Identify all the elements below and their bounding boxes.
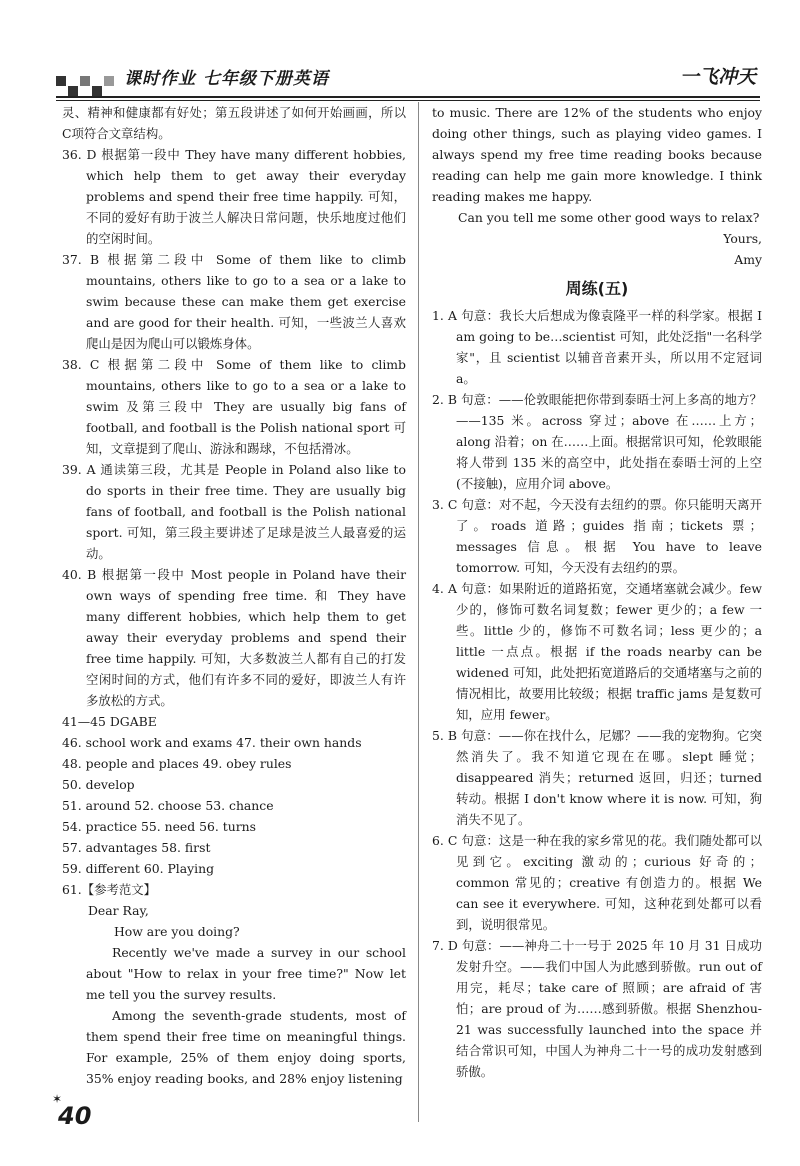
letter-paragraph-2-cont: to music. There are 12% of the students who enjoy doing other things, such as playing video games. I always spend my free time reading books because reading can help me gain more knowledge. I think reading makes me happy. [432, 105, 762, 204]
book-title: 课时作业 七年级下册英语 [124, 69, 329, 89]
page-header [0, 0, 800, 100]
page-number [52, 1092, 92, 1130]
answer-6: 6. C 句意：这是一种在我的家乡常见的花。我们随处都可以见到它。exciting 激动的；curious 好奇的；common 常见的；creative 有创造力的。根据 We can see it everywhere. 可知，这种花到处都可以看到，说明很常见。 [432, 833, 762, 932]
answer-36: 36. D 根据第一段中 They have many different hobbies, which help them to get away their everyday problems and spend their free time happily. 可知，不同的爱好有助于波兰人解决日常问题，快乐地度过他们的空闲时间。 [62, 147, 406, 246]
answer-40: 40. B 根据第一段中 Most people in Poland have their own ways of spending free time. 和 They have many different hobbies, which help them to get away their everyday problems and spend their free time happily. 可知，大多数波兰人都有自己的打发空闲时间的方式，他们有许多不同的爱好，即波兰人有许多放松的方式。 [62, 567, 406, 708]
short-answer: 50. develop [62, 777, 135, 792]
letter-signature: Amy [734, 252, 762, 267]
left-column [62, 102, 406, 1089]
answer-3: 3. C 句意：对不起，今天没有去纽约的票。你只能明天离开了。roads 道路；guides 指南；tickets 票；messages 信息。根据 You have to leave tomorrow. 可知，今天没有去纽约的票。 [432, 497, 762, 575]
answer-4: 4. A 句意：如果附近的道路拓宽，交通堵塞就会减少。few 少的，修饰可数名词复数；fewer 更少的；a few 一些。little 少的，修饰不可数名词；less 更少的；a little 一点点。根据 if the roads nearby can be widened 可知，此处把拓宽道路后的交通堵塞与之前的情况相比，故要用比较级；根据 traffic jams 是复数可知，应用 fewer。 [432, 581, 762, 722]
short-answer: 54. practice 55. need 56. turns [62, 819, 257, 834]
letter-paragraph-1: Recently we've made a survey in our school about "How to relax in your free time?" Now let me tell you the survey results. [86, 945, 406, 1002]
short-answer: 57. advantages 58. first [62, 840, 211, 855]
answer-7: 7. D 句意：——神舟二十一号于 2025 年 10 月 31 日成功发射升空。——我们中国人为此感到骄傲。run out of 用完，耗尽；take care of 照顾；are afraid of 害怕；are proud of 为……感到骄傲。根据 Shenzhou-21 was successfully launched into the space 并结合常识可知，中国人为神舟二十一号的成功发射感到骄傲。 [432, 938, 762, 1079]
header-rule [56, 96, 760, 98]
short-answer: 59. different 60. Playing [62, 861, 215, 876]
page-number-text: 40 [58, 1102, 92, 1130]
decor-star-icon: ✶ [52, 1092, 63, 1106]
header-rule-thin [56, 100, 760, 101]
answer-37: 37. B 根据第二段中 Some of them like to climb mountains, others like to go to a sea or a lake to swim because these can make them get exercise and are good for their health. 可知，一些波兰人喜欢爬山是因为爬山可以锻炼身体。 [62, 252, 406, 351]
answer-5: 5. B 句意：——你在找什么，尼娜？——我的宠物狗。它突然消失了。我不知道它现在在哪。slept 睡觉；disappeared 消失；returned 返回，归还；turned 转动。根据 I don't know where it is now. 可知，狗消失不见了。 [432, 728, 762, 827]
letter-paragraph-3: Can you tell me some other good ways to relax? [458, 210, 760, 225]
answer-2: 2. B 句意：——伦敦眼能把你带到泰晤士河上多高的地方？——135 米。across 穿过；above 在……上方；along 沿着；on 在……上面。根据常识可知，伦敦眼能将人带到 135 米的高空中，此处指在泰晤士河的上空(不接触)，应用介词 above。 [432, 392, 762, 491]
answer-intro: 灵、精神和健康都有好处；第五段讲述了如何开始画画，所以C项符合文章结构。 [62, 105, 406, 141]
short-answer: 41—45 DGABE [62, 714, 157, 729]
right-column [432, 102, 762, 1082]
short-answer: 48. people and places 49. obey rules [62, 756, 292, 771]
letter-opening: How are you doing? [114, 924, 240, 939]
short-answer: 46. school work and exams 47. their own hands [62, 735, 362, 750]
section-title: 周练(五) [565, 279, 629, 298]
letter-paragraph-2: Among the seventh-grade students, most of them spend their free time on meaningful things. For example, 25% of them enjoy doing sports, 35% enjoy reading books, and 28% enjoy listening [86, 1008, 406, 1086]
short-answer: 51. around 52. choose 53. chance [62, 798, 274, 813]
answer-1: 1. A 句意：我长大后想成为像袁隆平一样的科学家。根据 I am going to be…scientist 可知，此处泛指"一名科学家"，且 scientist 以辅音音素开头，所以用不定冠词 a。 [432, 308, 762, 386]
letter-closing: Yours, [723, 231, 762, 246]
logo-pattern-icon [56, 62, 118, 100]
brand-logo: 一飞冲天 [679, 66, 756, 88]
answer-61-label: 61.【参考范文】 [62, 882, 157, 897]
answer-38: 38. C 根据第二段中 Some of them like to climb mountains, others like to go to a sea or a lake to swim 及第三段中 They are usually big fans of football, and football is the Polish national sport 可知，文章提到了爬山、游泳和踢球，不包括滑冰。 [62, 357, 406, 456]
answer-39: 39. A 通读第三段，尤其是 People in Poland also like to do sports in their free time. They are usually big fans of football, and football is the Polish national sport. 可知，第三段主要讲述了足球是波兰人最喜爱的运动。 [62, 462, 406, 561]
column-divider [418, 102, 419, 1122]
letter-greeting: Dear Ray, [88, 903, 149, 918]
